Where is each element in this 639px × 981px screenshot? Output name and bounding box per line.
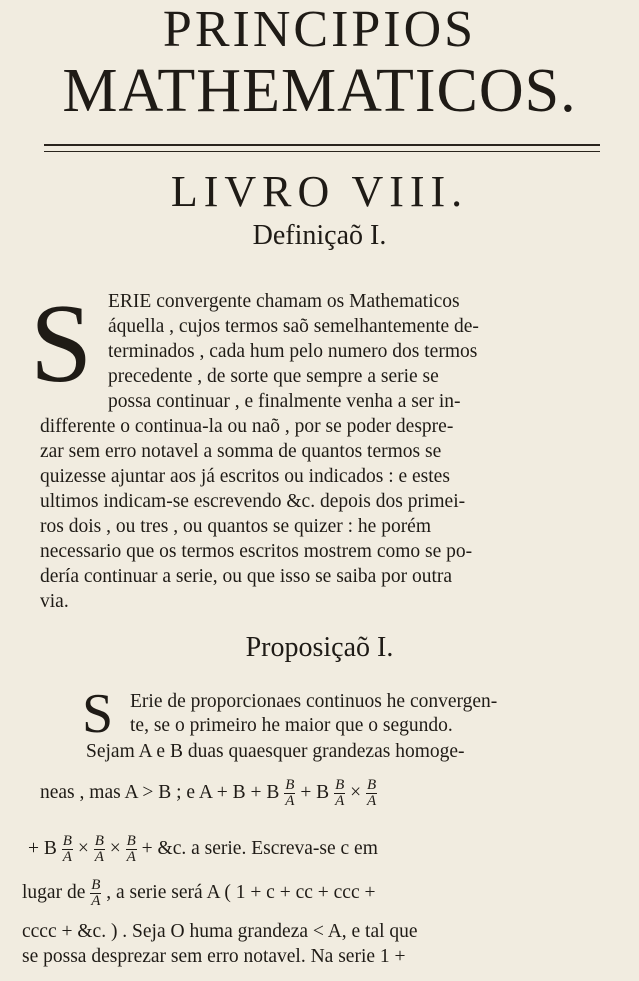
fraction-b-over-a: $\frac{B}{A}$ (94, 833, 104, 865)
times-sign: × (77, 837, 89, 859)
definition-dropcap: S (30, 282, 93, 406)
fraction-b-over-a: $\frac{B}{A}$ (126, 833, 136, 865)
definition-line: necessario que os termos escritos mostrem como se po- (40, 541, 473, 562)
definition-line: zar sem erro notavel a somma de quantos termos se (40, 441, 442, 462)
definition-line: via. (40, 591, 69, 612)
formula-line-2-start: + B (28, 837, 57, 859)
formula-line-1-text: neas , mas A > B ; e A + B + B (40, 781, 280, 803)
fraction-b-over-a: $\frac{B}{A}$ (367, 777, 377, 809)
formula-line-1 (40, 778, 377, 809)
formula-line-5: se possa desprezar sem erro notavel. Na serie 1 + (22, 946, 406, 967)
definition-line: ultimos indicam-se escrevendo &c. depois dos primei- (40, 491, 466, 512)
fraction-b-over-a: $\frac{B}{A}$ (91, 877, 101, 909)
definition-line: quizesse ajuntar aos já escritos ou indicados : e estes (40, 466, 450, 487)
formula-line-3 (22, 878, 375, 909)
formula-line-2 (28, 834, 378, 865)
definition-heading: Definiçaõ I. (252, 220, 387, 251)
proposition-heading: Proposiçaõ I. (245, 632, 394, 663)
proposition-dropcap: S (82, 683, 114, 745)
book-heading: LIVRO VIII. (170, 167, 469, 216)
title-rule-thin (44, 151, 600, 152)
fraction-b-over-a: $\frac{B}{A}$ (335, 777, 345, 809)
definition-line: áquella , cujos termos saõ semelhantemente de- (108, 316, 479, 337)
title-mathematicos: MATHEMATICOS. (62, 57, 577, 125)
formula-line-2-end: + &c. a serie. Escreva-se c em (141, 837, 378, 859)
title-rule-thick (44, 144, 600, 146)
definition-line: dería continuar a serie, ou que isso se saiba por outra (40, 566, 453, 587)
fraction-b-over-a: $\frac{B}{A}$ (285, 777, 295, 809)
times-sign: × (109, 837, 121, 859)
proposition-line: Sejam A e B duas quaesquer grandezas homoge- (86, 741, 465, 762)
formula-line-1-mid: + B (300, 781, 330, 803)
definition-line: ERIE convergente chamam os Mathematicos (108, 291, 460, 312)
proposition-line: te, se o primeiro he maior que o segundo. (130, 715, 453, 736)
fraction-b-over-a: $\frac{B}{A}$ (62, 833, 72, 865)
times-sign: × (350, 781, 362, 803)
formula-line-4: cccc + &c. ) . Seja O huma grandeza < A, e tal que (22, 921, 418, 942)
definition-line: differente o continua-la ou naõ , por se poder desprе- (40, 416, 454, 437)
definition-line: possa continuar , e finalmente venha a ser in- (108, 391, 461, 412)
definition-line: precedente , de sorte que sempre a serie se (108, 366, 439, 387)
definition-line: terminados , cada hum pelo numero dos termos (108, 341, 478, 362)
definition-line: ros dois , ou tres , ou quantos se quizer : he porém (40, 516, 432, 537)
proposition-line: Erie de proporcionaes continuos he convergen- (130, 691, 498, 712)
formula-line-3-end: , a serie será A ( 1 + c + cc + ccc + (106, 881, 376, 903)
title-principios: PRINCIPIOS (162, 1, 477, 58)
formula-line-3-start: lugar de (22, 881, 86, 903)
